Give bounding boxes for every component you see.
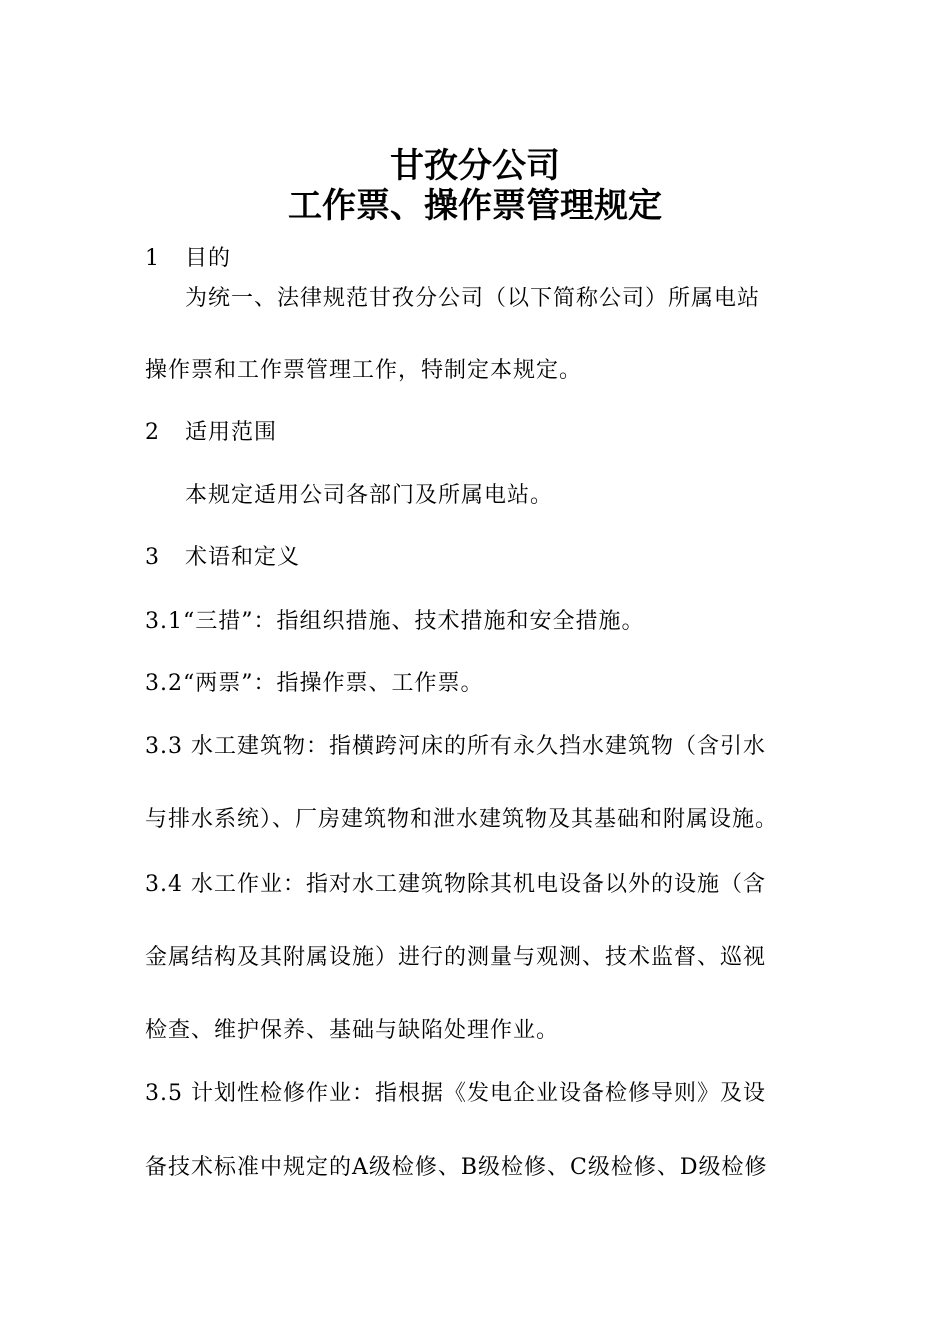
section-2-title: 适用范围 <box>185 420 278 445</box>
section-1-number: 1 <box>145 246 160 271</box>
section-3-heading <box>145 543 300 573</box>
section-2-heading <box>145 418 277 448</box>
definition-3-4-line2: 金属结构及其附属设施）进行的测量与观测、技术监督、巡视 <box>145 945 767 970</box>
section-1-paragraph-line1: 为统一、法律规范甘孜分公司（以下简称公司）所属电站 <box>185 286 761 311</box>
section-1-title: 目的 <box>185 246 232 271</box>
document-title-line2: 工作票、操作票管理规定 <box>288 186 662 226</box>
definition-3-3-line1: 3.3 水工建筑物：指横跨河床的所有永久挡水建筑物（含引水 <box>145 734 766 759</box>
definition-3-5-line1: 3.5 计划性检修作业：指根据《发电企业设备检修导则》及设 <box>145 1081 766 1106</box>
definition-3-1: 3.1“三措”：指组织措施、技术措施和安全措施。 <box>145 609 645 634</box>
definition-3-4-line1: 3.4 水工作业：指对水工建筑物除其机电设备以外的设施（含 <box>145 872 766 897</box>
section-1-paragraph-line2: 操作票和工作票管理工作，特制定本规定。 <box>145 358 583 383</box>
section-2-number: 2 <box>145 420 160 445</box>
definition-3-3-line2: 与排水系统）、厂房建筑物和泄水建筑物及其基础和附属设施。 <box>145 807 779 832</box>
definition-3-5-line2: 备技术标准中规定的A级检修、B级检修、C级检修、D级检修 <box>145 1155 768 1180</box>
definition-3-2: 3.2“两票”：指操作票、工作票。 <box>145 671 484 696</box>
section-3-number: 3 <box>145 545 160 570</box>
definition-3-4-line3: 检查、维护保养、基础与缺陷处理作业。 <box>145 1018 560 1043</box>
section-3-title: 术语和定义 <box>185 545 301 570</box>
document-title-line1: 甘孜分公司 <box>390 146 560 186</box>
section-2-paragraph: 本规定适用公司各部门及所属电站。 <box>185 483 554 508</box>
section-1-heading <box>145 244 231 274</box>
